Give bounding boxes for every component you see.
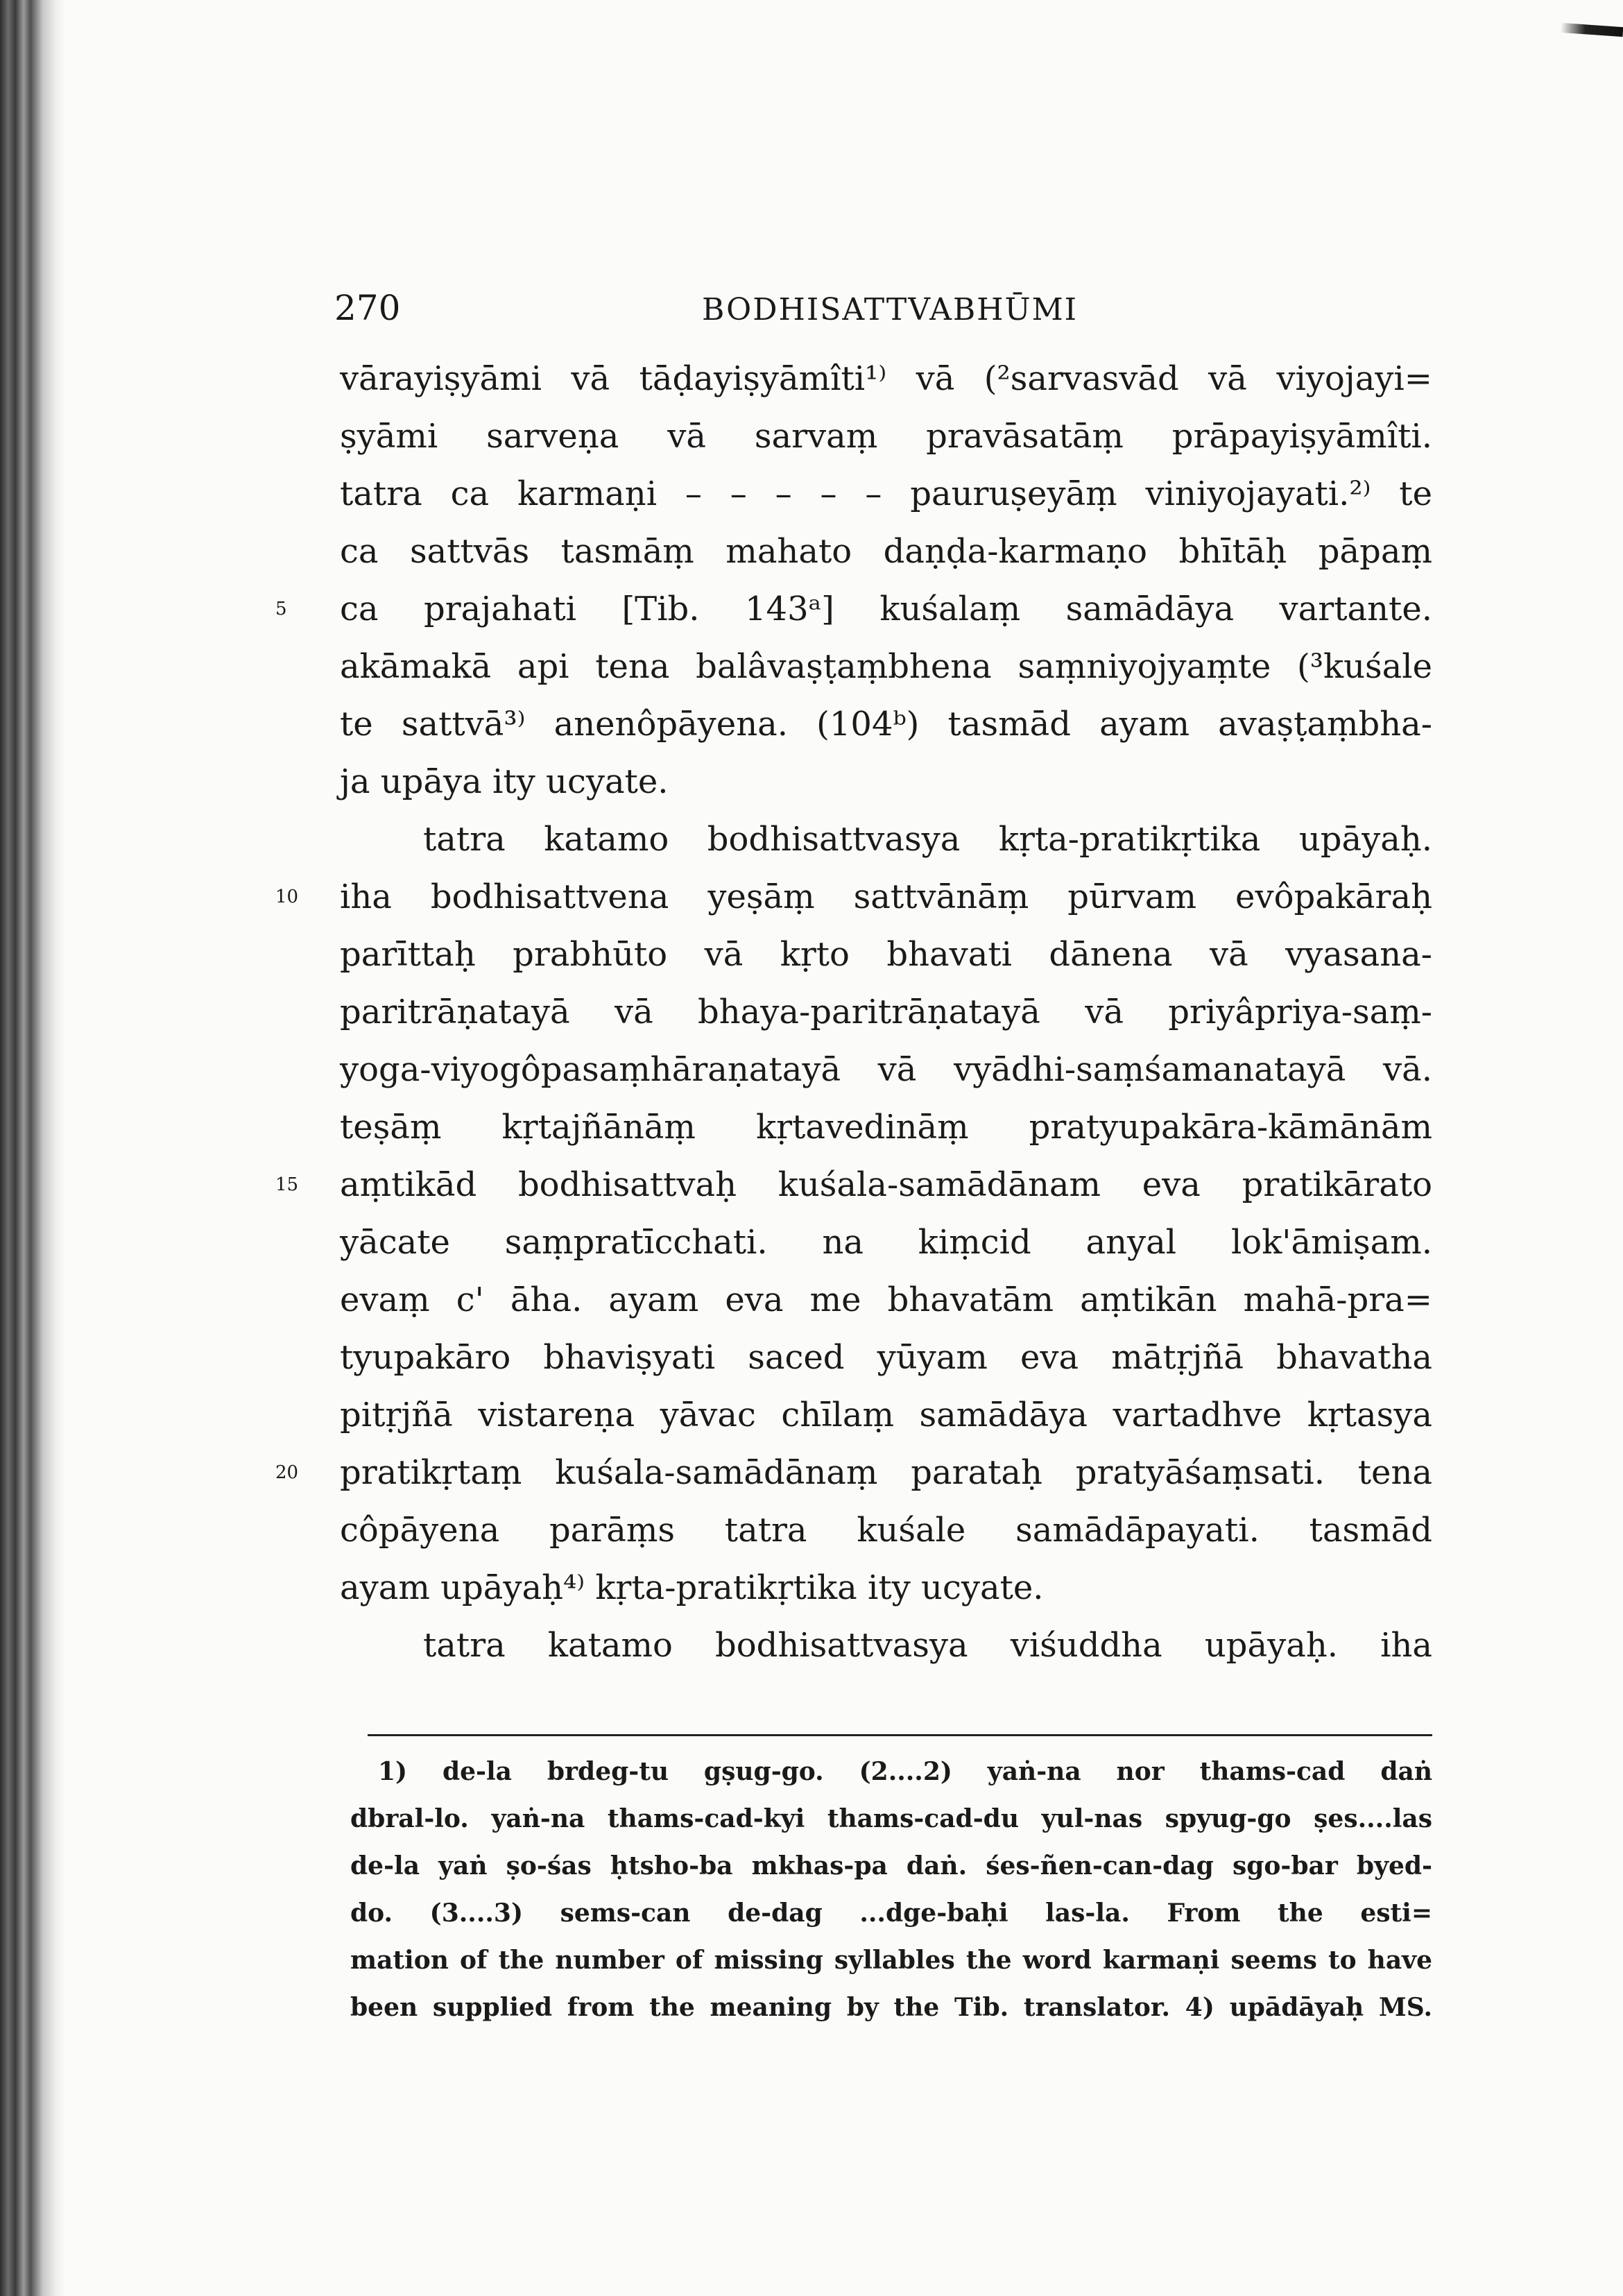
- text-line: parīttaḥ prabhūto vā kṛto bhavati dānena vā vyasana-: [340, 935, 1432, 974]
- line-number: 15: [275, 1174, 299, 1195]
- text-line: ca prajahati [Tib. 143ᵃ] kuśalaṃ samādāya vartante.: [340, 590, 1432, 628]
- text-line: vārayiṣyāmi vā tāḍayiṣyāmîti¹⁾ vā (²sarvasvād vā viyojayi=: [340, 359, 1432, 398]
- line-number: 5: [275, 599, 287, 619]
- footnote-line: de-la yaṅ ṣo-śas ḥtsho-ba mkhas-pa daṅ. śes-ñen-can-dag sgo-bar byed-: [350, 1851, 1432, 1881]
- line-number: 20: [275, 1462, 299, 1483]
- text-line: akāmakā api tena balâvaṣṭaṃbhena saṃniyojyaṃte (³kuśale: [340, 647, 1432, 686]
- text-line: côpāyena parāṃs tatra kuśale samādāpayati. tasmād: [340, 1511, 1432, 1550]
- line-number: 10: [275, 886, 299, 907]
- page-number: 270: [334, 288, 401, 328]
- footnote-line: dbral-lo. yaṅ-na thams-cad-kyi thams-cad-du yul-nas spyug-go ṣes....las: [350, 1804, 1432, 1833]
- line-10-wrap: [275, 868, 1432, 926]
- footnote-line: 1) de-la brdeg-tu gṣug-go. (2....2) yaṅ-na nor thams-cad daṅ: [378, 1757, 1432, 1786]
- text-line: teṣāṃ kṛtajñānāṃ kṛtavedināṃ pratyupakāra-kāmānām: [340, 1108, 1432, 1147]
- text-line: paritrāṇatayā vā bhaya-paritrāṇatayā vā priyâpriya-saṃ-: [340, 993, 1432, 1031]
- text-line: pitṛjñā vistareṇa yāvac chīlaṃ samādāya vartadhve kṛtasya: [340, 1396, 1432, 1434]
- footnote-line: been supplied from the meaning by the Tib. translator. 4) upādāyaḥ MS.: [350, 1993, 1432, 2022]
- text-line: tatra katamo bodhisattvasya kṛta-pratikṛtika upāyaḥ.: [423, 820, 1432, 859]
- text-line: tatra katamo bodhisattvasya viśuddha upāyaḥ. iha: [423, 1626, 1432, 1665]
- text-line: ṣyāmi sarveṇa vā sarvaṃ pravāsatāṃ prāpayiṣyāmîti.: [340, 417, 1432, 456]
- footnotes: [350, 1748, 1432, 2031]
- main-text: [275, 350, 1432, 1674]
- text-line: tatra ca karmaṇi – – – – – pauruṣeyāṃ viniyojayati.²⁾ te: [340, 474, 1432, 513]
- text-line: pratikṛtaṃ kuśala-samādānaṃ parataḥ pratyāśaṃsati. tena: [340, 1453, 1432, 1492]
- text-line: ja upāya ity ucyate.: [340, 762, 669, 801]
- text-line: yācate saṃpratīcchati. na kiṃcid anyal lok'āmiṣam.: [340, 1223, 1432, 1262]
- text-line: yoga-viyogôpasaṃhāraṇatayā vā vyādhi-saṃśamanatayā vā.: [340, 1050, 1432, 1089]
- text-line: aṃtikād bodhisattvaḥ kuśala-samādānam eva pratikārato: [340, 1165, 1432, 1204]
- text-line: evaṃ c' āha. ayam eva me bhavatām aṃtikān mahā-pra=: [340, 1280, 1432, 1319]
- text-line: ca sattvās tasmāṃ mahato daṇḍa-karmaṇo bhītāḥ pāpaṃ: [340, 532, 1432, 571]
- running-title: BODHISATTVABHŪMI: [702, 292, 1079, 327]
- footnote-line: mation of the number of missing syllables the word karmaṇi seems to have: [350, 1946, 1432, 1975]
- line-5-wrap: [275, 581, 1432, 638]
- page-header: [334, 288, 1430, 336]
- line-20-wrap: [275, 1444, 1432, 1502]
- text-line: iha bodhisattvena yeṣāṃ sattvānāṃ pūrvam evôpakāraḥ: [340, 877, 1432, 916]
- text-line: tyupakāro bhaviṣyati saced yūyam eva mātṛjñā bhavatha: [340, 1338, 1432, 1377]
- text-line: ayam upāyaḥ⁴⁾ kṛta-pratikṛtika ity ucyate.: [340, 1568, 1044, 1607]
- footnote-divider: [368, 1734, 1432, 1736]
- text-line: te sattvā³⁾ anenôpāyena. (104ᵇ) tasmād ayam avaṣṭaṃbha-: [340, 705, 1432, 744]
- footnote-line: do. (3....3) sems-can de-dag ...dge-baḥi las-la. From the esti=: [350, 1899, 1432, 1928]
- line-15-wrap: [275, 1156, 1432, 1214]
